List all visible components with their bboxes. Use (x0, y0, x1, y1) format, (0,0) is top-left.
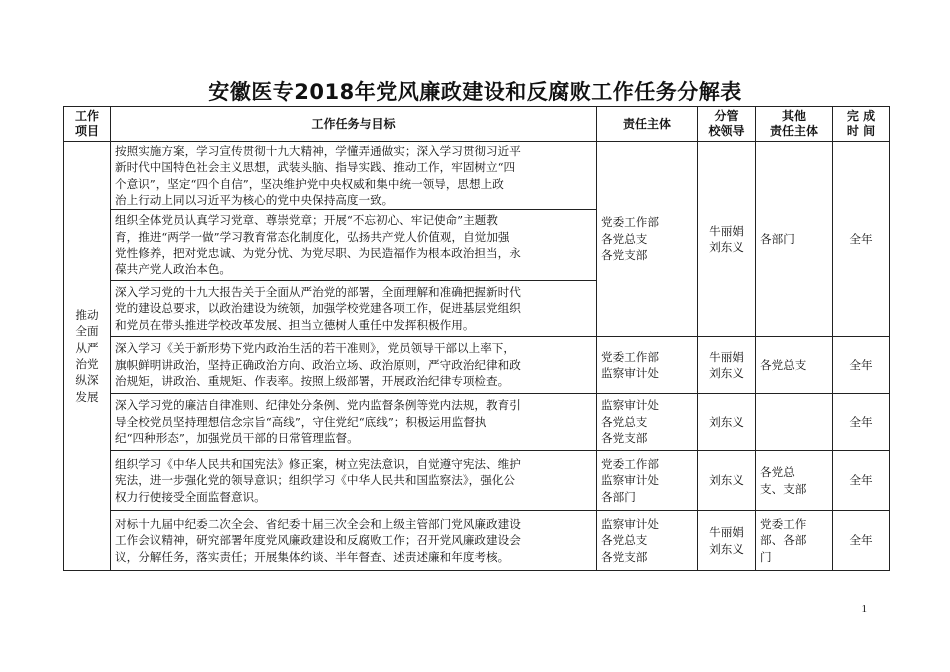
other-owner-cell (756, 394, 833, 451)
header-leader: 分管 校领导 (698, 107, 756, 142)
other-owner-cell: 各部门 (756, 142, 833, 337)
header-task: 工作任务与目标 (111, 107, 597, 142)
owner-cell: 监察审计处 各党总支 各党支部 (597, 511, 698, 571)
other-owner-cell: 各党总支 (756, 337, 833, 394)
owner-cell: 监察审计处 各党总支 各党支部 (597, 394, 698, 451)
task-cell: 组织学习《中华人民共和国宪法》修正案，树立宪法意识，自觉遵守宪法、维护 宪法，进一步强化党的领导意识；组织学习《中华人民共和国监察法》，强化公 权力行使接受全面监督意识。 (111, 451, 597, 511)
time-cell: 全年 (833, 451, 890, 511)
table-row (64, 451, 890, 511)
leader-cell: 刘东义 (698, 451, 756, 511)
other-owner-cell: 各党总 支、支部 (756, 451, 833, 511)
time-cell: 全年 (833, 511, 890, 571)
page-number: 1 (861, 603, 867, 615)
time-cell: 全年 (833, 142, 890, 337)
leader-cell: 刘东义 (698, 394, 756, 451)
task-cell: 深入学习《关于新形势下党内政治生活的若干准则》，党员领导干部以上率下， 旗帜鲜明讲政治，坚持正确政治方向、政治立场、政治原则，严守政治纪律和政 治规矩，讲政治、重规矩、作表率。按照上级部署，开展政治纪律专项检查。 (111, 337, 597, 394)
task-cell: 对标十九届中纪委二次全会、省纪委十届三次全会和上级主管部门党风廉政建设 工作会议精神，研究部署年度党风廉政建设和反腐败工作；召开党风廉政建设会 议，分解任务，落实责任；开展集体约谈、半年督查、述责述廉和年度考核。 (111, 511, 597, 571)
owner-cell: 党委工作部 监察审计处 各部门 (597, 451, 698, 511)
task-cell: 按照实施方案，学习宣传贯彻十九大精神，学懂弄通做实；深入学习贯彻习近平 新时代中国特色社会主义思想，武装头脑、指导实践、推动工作，牢固树立“四 个意识”，坚定“四个自信”，坚决维护党中央权威和集中统一领导，思想上政 治上行动上同以习近平为核心的党中央保持高度一致。 (111, 142, 597, 210)
owner-cell: 党委工作部 监察审计处 (597, 337, 698, 394)
task-breakdown-table (63, 106, 890, 571)
time-cell: 全年 (833, 337, 890, 394)
table-row (64, 511, 890, 571)
task-cell: 深入学习党的廉洁自律准则、纪律处分条例、党内监督条例等党内法规，教育引 导全校党员坚持理想信念宗旨“高线”，守住党纪“底线”；积极运用监督执 纪“四种形态”，加强党员干部的日常管理监督。 (111, 394, 597, 451)
table-row (64, 337, 890, 394)
work-item-cell: 推动 全面 从严 治党 纵深 发展 (64, 142, 111, 571)
time-cell: 全年 (833, 394, 890, 451)
table-row (64, 394, 890, 451)
other-owner-cell: 党委工作 部、各部 门 (756, 511, 833, 571)
header-other-owner: 其他 责任主体 (756, 107, 833, 142)
task-cell: 组织全体党员认真学习党章、尊崇党章；开展“不忘初心、牢记使命”主题教 育，推进“两学一做”学习教育常态化制度化，弘扬共产党人价值观，自觉加强 党性修养，把对党忠诚、为党分忧、为党尽职、为民造福作为根本政治担当，永 葆共产党人政治本色。 (111, 210, 597, 281)
leader-cell: 牛丽娟 刘东义 (698, 511, 756, 571)
task-cell: 深入学习党的十九大报告关于全面从严治党的部署，全面理解和准确把握新时代 党的建设总要求，以政治建设为统领，加强学校党建各项工作，促进基层党组织 和党员在带头推进学校改革发展、担当立德树人重任中发挥积极作用。 (111, 281, 597, 337)
table-row (64, 142, 890, 210)
document-title: 安徽医专2018年党风廉政建设和反腐败工作任务分解表 (208, 80, 742, 104)
leader-cell: 牛丽娟 刘东义 (698, 142, 756, 337)
header-work-item: 工作 项目 (64, 107, 111, 142)
header-owner: 责任主体 (597, 107, 698, 142)
header-row (64, 107, 890, 142)
owner-cell: 党委工作部 各党总支 各党支部 (597, 142, 698, 337)
leader-cell: 牛丽娟 刘东义 (698, 337, 756, 394)
header-completion-time: 完 成 时 间 (833, 107, 890, 142)
